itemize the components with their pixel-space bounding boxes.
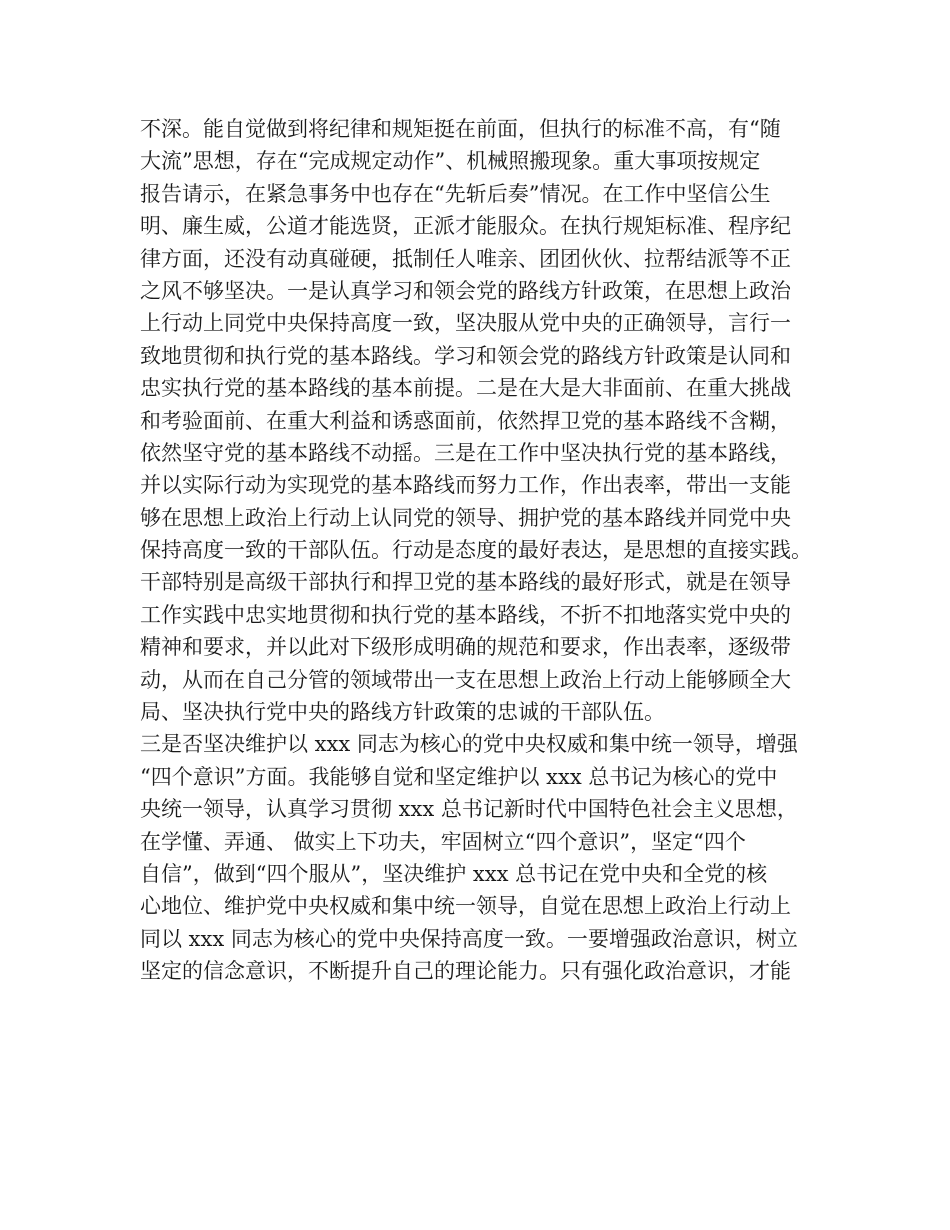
text-line: 够在思想上政治上行动上认同党的领导、拥护党的基本路线并同党中央	[140, 505, 791, 530]
text-line: 明、廉生威，公道才能选贤，正派才能服众。在执行规矩标准、程序纪	[140, 214, 791, 239]
text-line: 坚定的信念意识，不断提升自己的理论能力。只有强化政治意识，才能	[140, 959, 791, 984]
text-line: 精神和要求，并以此对下级形成明确的规范和要求，作出表率，逐级带	[140, 635, 791, 660]
text-line: 工作实践中忠实地贯彻和执行党的基本路线，不折不扣地落实党中央的	[140, 602, 791, 627]
text-line: 大流”思想，存在“完成规定动作”、机械照搬现象。重大事项按规定	[140, 149, 761, 174]
text-line: 在学懂、弄通、 做实上下功夫，牢固树立“四个意识”，坚定“四个	[140, 829, 746, 854]
text-line: 三是否坚决维护以 xxx 同志为核心的党中央权威和集中统一领导，增强	[140, 732, 798, 757]
text-line: 上行动上同党中央保持高度一致，坚决服从党中央的正确领导，言行一	[140, 311, 791, 336]
text-line: 并以实际行动为实现党的基本路线而努力工作，作出表率，带出一支能	[140, 473, 791, 498]
text-line: 报告请示，在紧急事务中也存在“先斩后奏”情况。在工作中坚信公生	[140, 181, 771, 206]
text-line: “四个意识”方面。我能够自觉和坚定维护以 xxx 总书记为核心的党中	[140, 764, 778, 789]
text-line: 自信”，做到“四个服从”，坚决维护 xxx 总书记在党中央和全党的核	[140, 861, 768, 886]
text-line: 忠实执行党的基本路线的基本前提。二是在大是大非面前、在重大挑战	[140, 376, 791, 401]
text-line: 局、坚决执行党中央的路线方针政策的忠诚的干部队伍。	[140, 700, 665, 725]
text-line: 致地贯彻和执行党的基本路线。学习和领会党的路线方针政策是认同和	[140, 343, 791, 368]
text-line: 央统一领导，认真学习贯彻 xxx 总书记新时代中国特色社会主义思想，	[140, 797, 798, 822]
text-line: 律方面，还没有动真碰硬，抵制任人唯亲、团团伙伙、拉帮结派等不正	[140, 246, 791, 271]
text-line: 不深。能自觉做到将纪律和规矩挺在前面，但执行的标准不高，有“随	[140, 117, 781, 141]
body-text	[140, 113, 830, 988]
text-line: 干部特别是高级干部执行和捍卫党的基本路线的最好形式，就是在领导	[140, 570, 791, 595]
text-line: 之风不够坚决。一是认真学习和领会党的路线方针政策，在思想上政治	[140, 278, 791, 303]
text-line: 依然坚守党的基本路线不动摇。三是在工作中坚决执行党的基本路线，	[140, 440, 791, 465]
text-line: 动，从而在自己分管的领域带出一支在思想上政治上行动上能够顾全大	[140, 667, 791, 692]
text-line: 和考验面前、在重大利益和诱惑面前，依然捍卫党的基本路线不含糊，	[140, 408, 791, 433]
text-line: 保持高度一致的干部队伍。行动是态度的最好表达，是思想的直接实践。	[140, 538, 812, 563]
text-line: 同以 xxx 同志为核心的党中央保持高度一致。一要增强政治意识，树立	[140, 926, 798, 951]
text-line: 心地位、维护党中央权威和集中统一领导，自觉在思想上政治上行动上	[140, 894, 791, 919]
